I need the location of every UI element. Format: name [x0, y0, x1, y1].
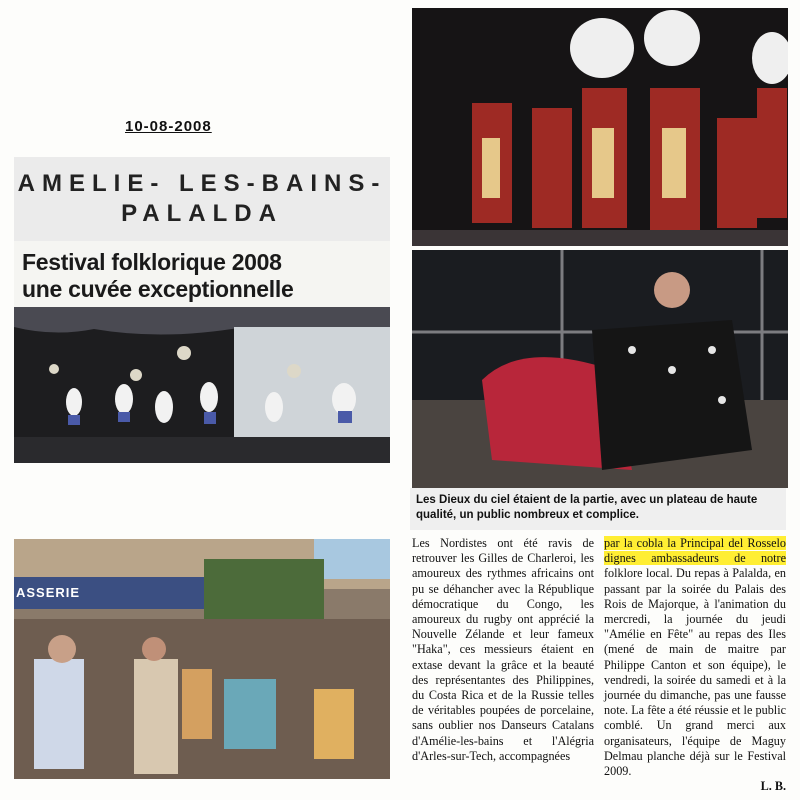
photo-philippine-dancers: [412, 250, 788, 488]
byline: L. B.: [760, 779, 786, 794]
kicker-line-2: PALALDA: [121, 200, 283, 227]
headline-line-2: une cuvée exceptionnelle: [22, 276, 294, 302]
article-column-1: Les Nordistes ont été ravis de retrouver les Gilles de Charleroi, les amoureux des rythmes africains ont pu se déhancher avec la République démocratique du Congo, les amoureux du rugby ont apprécié la Nouvelle Zélande et leur fameux "Haka", ces messieurs étaient en extase devant la grâce et la beauté des représentantes des Philippines, du Costa Rica et de la Russie telles de véritables poupées de porcelaine, sans oublier nos Danseurs Catalans d'Amélie-les-bains et l'Alégria d'Arles-sur-Tech, accompagnées: [412, 536, 594, 763]
article-body: [412, 536, 786, 794]
clipping-date: 10-08-2008: [125, 118, 212, 135]
photo-stage-dancers: [14, 307, 390, 463]
article-column-2-text: folklore local. Du repas à Palalda, en passant par la soirée du Palais des Rois de Majorque, à l'animation du mercredi, la journée du jeudi "Amélie en Fête" au repas des Iles (mené de main de maitre par Philippe Canton et son équipe), le vendredi, la soirée du samedi et à la journée du dimanche, pas une fausse note. La fête a été réussie et le public comblé. Un grand merci aux organisateurs, l'équipe de Maguy Delmau planche déjà sur le Festival 2009.: [604, 566, 786, 779]
photo-gilles-de-charleroi: [412, 8, 788, 246]
highlighted-text: par la cobla la Principal del Rosselo dignes ambassadeurs de notre: [604, 536, 786, 566]
headline-block: [14, 241, 390, 463]
article-column-2: [604, 536, 786, 794]
headline-line-1: Festival folklorique 2008: [22, 249, 282, 275]
photo-street-parade: [14, 539, 390, 779]
street-sign: ASSERIE: [16, 585, 81, 600]
headline: [22, 249, 293, 303]
left-clipping: [14, 157, 390, 779]
town-kicker: [14, 157, 390, 241]
photo-caption: Les Dieux du ciel étaient de la partie, avec un plateau de haute qualité, un public nombreux et complice.: [410, 488, 786, 530]
kicker-line-1: AMELIE- LES-BAINS-: [17, 170, 387, 197]
